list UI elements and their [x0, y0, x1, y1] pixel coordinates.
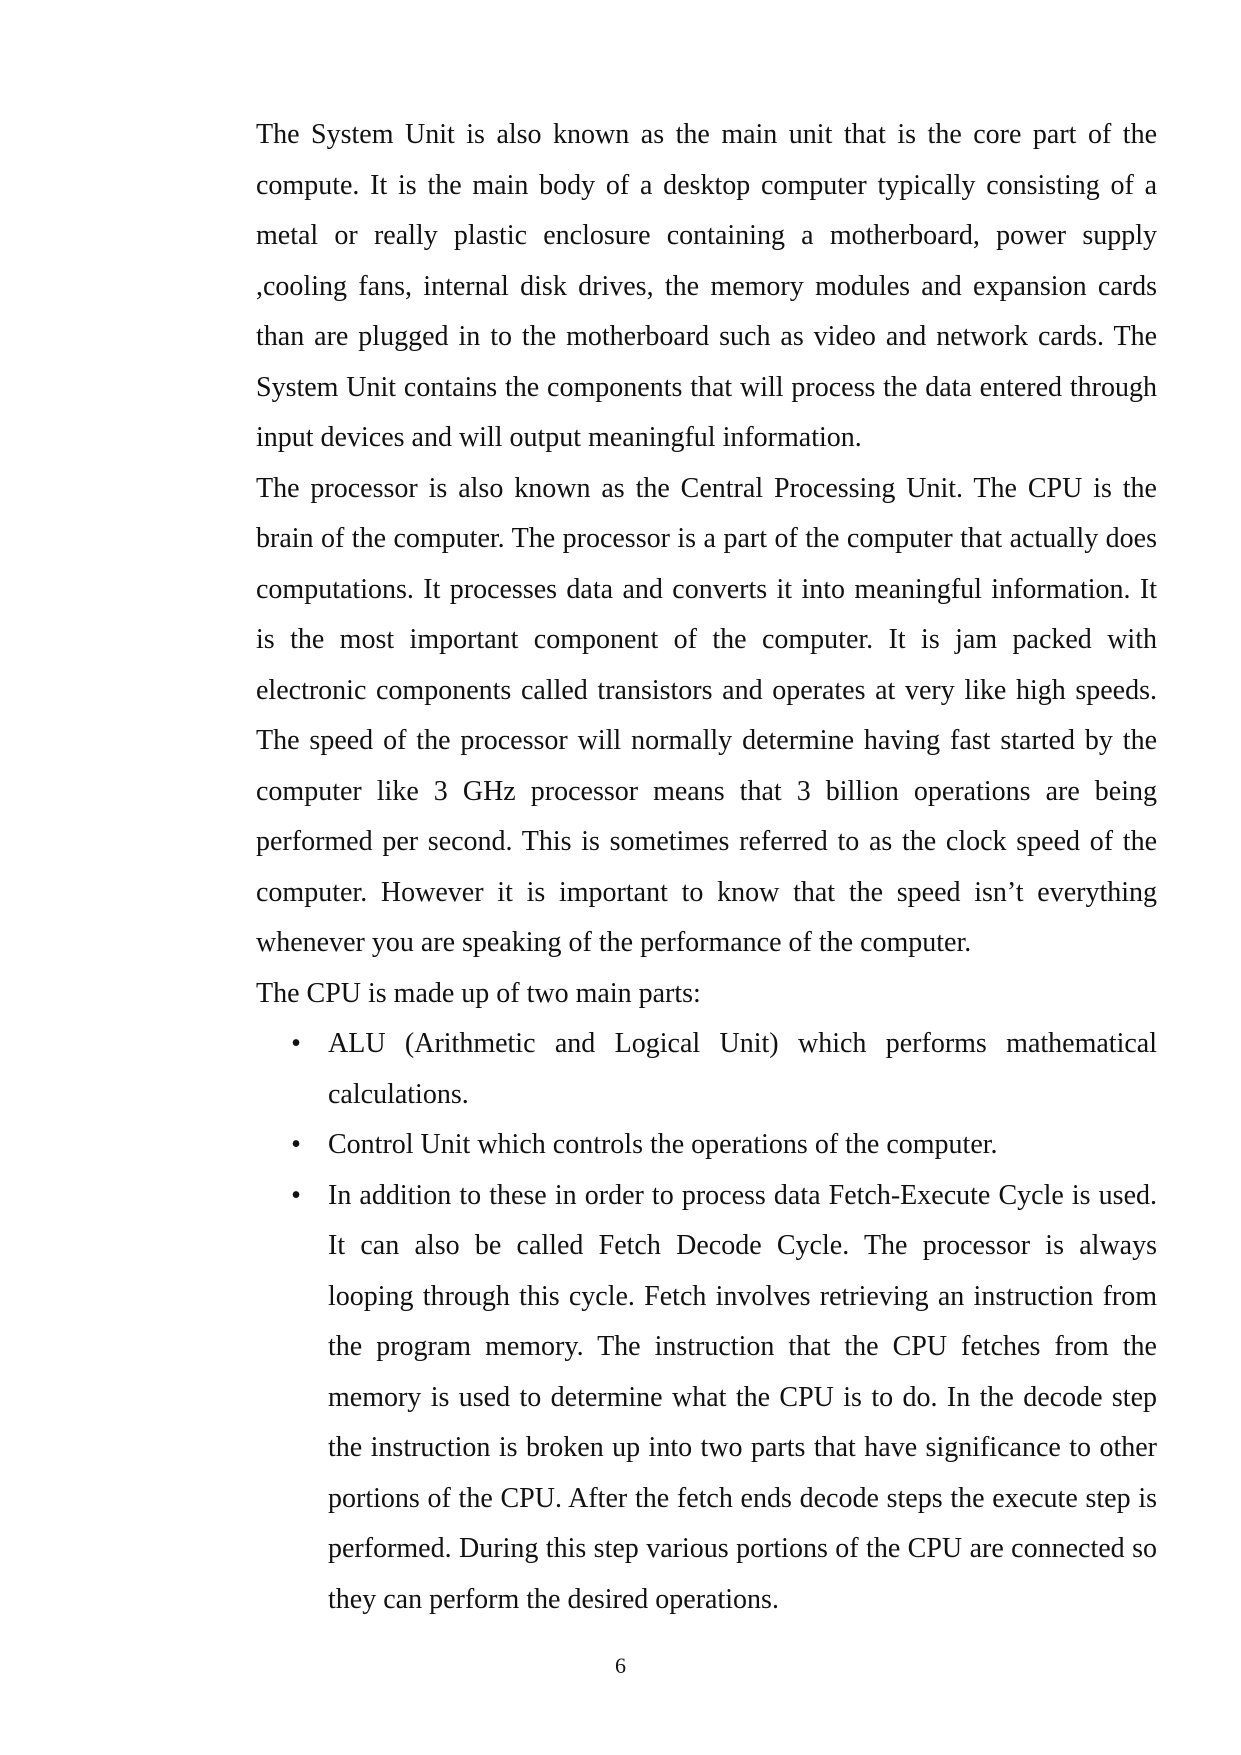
bullet-icon: •: [291, 1129, 301, 1160]
list-item-alu: [291, 1019, 1157, 1120]
list-item-control-unit: [291, 1120, 1157, 1171]
cpu-parts-list: [256, 1019, 1157, 1625]
bullet-icon: •: [291, 1028, 301, 1059]
page-number: 6: [615, 1653, 626, 1678]
list-item-text: ALU (Arithmetic and Logical Unit) which performs mathematical calculations.: [328, 1028, 1157, 1110]
bullet-icon: •: [291, 1179, 301, 1211]
body-text: [256, 110, 1157, 1625]
list-item-text: Control Unit which controls the operations of the computer.: [328, 1129, 998, 1160]
paragraph-cpu-parts-intro: The CPU is made up of two main parts:: [256, 977, 701, 1009]
paragraph-processor: The processor is also known as the Central Processing Unit. The CPU is the brain of the computer. The processor is a part of the computer that actually does computations. It processes data and converts it into meaningful information. It is the most important component of the computer. It is jam packed with electronic components called transistors and operates at very like high speeds. The speed of the processor will normally determine having fast started by the computer like 3 GHz processor means that 3 billion operations are being performed per second. This is sometimes referred to as the clock speed of the computer. However it is important to know that the speed isn’t everything whenever you are speaking of the performance of the computer.: [256, 472, 1157, 958]
list-item-fetch-execute: [291, 1171, 1157, 1626]
list-item-text: In addition to these in order to process data Fetch-Execute Cycle is used. It can also be called Fetch Decode Cycle. The processor is always looping through this cycle. Fetch involves retrieving an instruction from the program memory. The instruction that the CPU fetches from the memory is used to determine what the CPU is to do. In the decode step the instruction is broken up into two parts that have significance to other portions of the CPU. After the fetch ends decode steps the execute step is performed. During this step various portions of the CPU are connected so they can perform the desired operations.: [328, 1179, 1157, 1615]
paragraph-system-unit: The System Unit is also known as the main unit that is the core part of the compute. It is the main body of a desktop computer typically consisting of a metal or really plastic enclosure containing a motherboard, power supply ,cooling fans, internal disk drives, the memory modules and expansion cards than are plugged in to the motherboard such as video and network cards. The System Unit contains the components that will process the data entered through input devices and will output meaningful information.: [256, 119, 1157, 453]
